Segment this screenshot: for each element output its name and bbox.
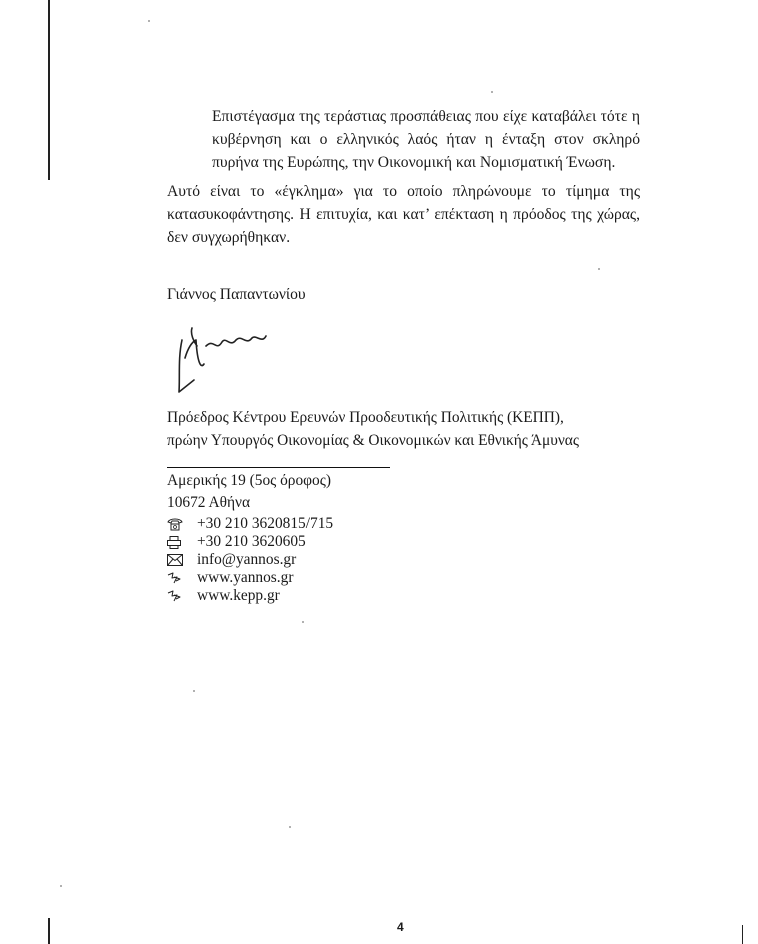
- indented-paragraph: Επιστέγασμα της τεράστιας προσπάθειας που είχε καταβάλει τότε η κυβέρνηση και ο ελληνικός λαός ήταν η ένταξη στον σκληρό πυρήνα της Ευρώπης, την Οικονομική και Νομισματική Ένωση.: [212, 108, 640, 171]
- scan-speck: [491, 91, 493, 93]
- website-link[interactable]: www.yannos.gr: [197, 569, 294, 586]
- signer-role-line-2: πρώην Υπουργός Οικονομίας & Οικονομικών και Εθνικής Άμυνας: [167, 432, 579, 449]
- scan-speck: [598, 268, 600, 270]
- scan-edge-line: [48, 918, 50, 944]
- web-icon: [167, 590, 197, 602]
- scan-edge-line: [742, 925, 743, 944]
- contact-phone: [167, 515, 333, 533]
- contact-fax: [167, 533, 306, 551]
- scan-speck: [302, 621, 304, 623]
- scan-speck: [60, 885, 62, 887]
- address-line-2: 10672 Αθήνα: [167, 494, 251, 511]
- signer-name: Γιάννος Παπαντωνίου: [167, 286, 306, 303]
- footer-divider: [167, 467, 390, 468]
- website-link[interactable]: www.kepp.gr: [197, 587, 280, 604]
- signer-role-line-1: Πρόεδρος Κέντρου Ερευνών Προοδευτικής Πολιτικής (ΚΕΠΠ),: [167, 409, 564, 426]
- web-icon: [167, 572, 197, 584]
- scan-edge-line: [48, 0, 50, 180]
- fax-number: +30 210 3620605: [197, 533, 306, 550]
- main-paragraph: Αυτό είναι το «έγκλημα» για το οποίο πληρώνουμε το τίμημα της κατασυκοφάντησης. Η επιτυχία, και κατ’ επέκταση η πρόοδος της χώρας, δεν συγχωρήθηκαν.: [167, 183, 640, 246]
- contact-email: [167, 551, 296, 569]
- handwritten-signature: [170, 318, 280, 398]
- phone-number: +30 210 3620815/715: [197, 515, 334, 532]
- scan-speck: [148, 20, 150, 22]
- page-number: 4: [397, 920, 404, 934]
- email-address[interactable]: info@yannos.gr: [197, 551, 297, 568]
- address-line-1: Αμερικής 19 (5ος όροφος): [167, 472, 331, 489]
- contact-website-1: [167, 569, 293, 587]
- fax-icon: [167, 536, 197, 549]
- scan-speck: [289, 826, 291, 828]
- contact-website-2: [167, 587, 280, 605]
- phone-icon: [167, 518, 197, 531]
- scan-speck: [193, 690, 195, 692]
- email-icon: [167, 554, 197, 566]
